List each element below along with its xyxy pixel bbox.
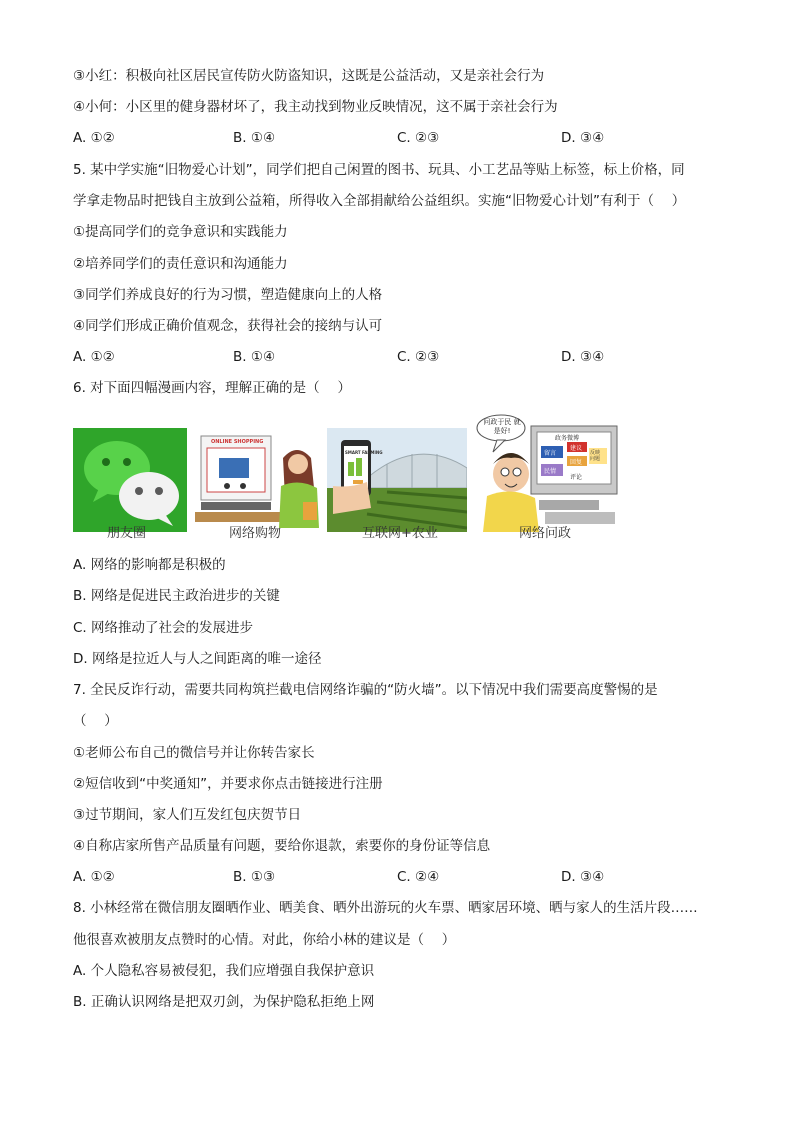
q5-statement-2: ②培养同学们的责任意识和沟通能力 (73, 256, 288, 272)
q7-option-d: D. ③④ (561, 869, 605, 885)
q5-statement-3: ③同学们养成良好的行为习惯，塑造健康向上的人格 (73, 287, 383, 303)
q6-stem: 6. 对下面四幅漫画内容，理解正确的是（ ） (73, 380, 351, 396)
q5-option-b: B. ①④ (233, 349, 276, 365)
q5-stem-line2: 学拿走物品时把钱自主放到公益箱，所得收入全部捐献给公益组织。实施“旧物爱心计划”有利于（ ） (73, 193, 686, 209)
q5-stem-line1: 5. 某中学实施“旧物爱心计划”，同学们把自己闲置的图书、玩具、小工艺品等贴上标签，标上价格，同 (73, 162, 685, 178)
q6-option-b: B. 网络是促进民主政治进步的关键 (73, 588, 280, 604)
farming-screen-text: SMART FARMING (345, 450, 383, 455)
smart-farming-illustration (327, 428, 467, 532)
q7-stem-line2: （ ） (73, 713, 118, 729)
comic-moments-image (73, 428, 187, 532)
q4-statement-3: ③小红：积极向社区居民宣传防火防盗知识，这既是公益活动，又是亲社会行为 (73, 68, 545, 84)
q5-option-a: A. ①② (73, 349, 115, 365)
q6-option-a: A. 网络的影响都是积极的 (73, 557, 226, 573)
q5-statement-4: ④同学们形成正确价值观念，获得社会的接纳与认可 (73, 318, 383, 334)
q4-option-b: B. ①④ (233, 130, 276, 146)
q4-options (73, 128, 733, 148)
caption-agriculture: 互联网+农业 (362, 526, 438, 541)
q5-options (73, 347, 733, 367)
q7-option-a: A. ①② (73, 869, 115, 885)
q7-stem-line1: 7. 全民反诈行动，需要共同构筑拦截电信网络诈骗的“防火墙”。以下情况中我们需要高度警惕的是 (73, 682, 658, 698)
q5-option-c: C. ②③ (397, 349, 440, 365)
wechat-icon (73, 428, 187, 532)
caption-politics: 网络问政 (519, 526, 572, 541)
politics-screen-label-f: 评论 (570, 474, 583, 481)
q4-statement-4: ④小何：小区里的健身器材坏了，我主动找到物业反映情况，这不属于亲社会行为 (73, 99, 558, 115)
comic-agriculture-image (327, 428, 467, 532)
q6-option-d: D. 网络是拉近人与人之间距离的唯一途径 (73, 651, 322, 667)
politics-screen-title: 政务微博 (555, 435, 580, 442)
q7-statement-3: ③过节期间，家人们互发红包庆贺节日 (73, 807, 302, 823)
comic-shopping-image (193, 428, 323, 532)
politics-screen-label-e: 民情 (544, 468, 557, 475)
q4-option-d: D. ③④ (561, 130, 605, 146)
q7-option-b: B. ①③ (233, 869, 276, 885)
q7-options (73, 867, 733, 887)
q8-option-a: A. 个人隐私容易被侵犯，我们应增强自我保护意识 (73, 963, 375, 979)
politics-screen-label-a: 留言 (544, 450, 557, 457)
q7-statement-2: ②短信收到“中奖通知”，并要求你点击链接进行注册 (73, 776, 383, 792)
q7-statement-1: ①老师公布自己的微信号并让你转告家长 (73, 745, 315, 761)
politics-screen-label-b: 反映 问题 (590, 450, 601, 462)
politics-screen-label-d: 回复 (570, 459, 583, 466)
q4-option-c: C. ②③ (397, 130, 440, 146)
comic-politics-image (475, 412, 621, 532)
q4-option-a: A. ①② (73, 130, 115, 146)
q6-comics (71, 412, 631, 542)
q8-stem-line2: 他很喜欢被朋友点赞时的心情。对此，你给小林的建议是（ ） (73, 932, 456, 948)
caption-shopping: 网络购物 (229, 526, 282, 541)
politics-screen-label-c: 建议 (570, 445, 583, 452)
q7-statement-4: ④自称店家所售产品质量有问题，要给你退款，索要你的身份证等信息 (73, 838, 491, 854)
q5-option-d: D. ③④ (561, 349, 605, 365)
q7-option-c: C. ②④ (397, 869, 440, 885)
q6-option-c: C. 网络推动了社会的发展进步 (73, 620, 254, 636)
q8-stem-line1: 8. 小林经常在微信朋友圈晒作业、晒美食、晒外出游玩的火车票、晒家居环境、晒与家人的生活片段…… (73, 900, 698, 916)
q8-option-b: B. 正确认识网络是把双刃剑，为保护隐私拒绝上网 (73, 994, 375, 1010)
caption-moments: 朋友圈 (107, 526, 147, 541)
politics-speech-bubble: 问政于民 就是好! (483, 418, 521, 435)
shopping-sign: ONLINE SHOPPING (211, 439, 264, 445)
q5-statement-1: ①提高同学们的竞争意识和实践能力 (73, 224, 288, 240)
